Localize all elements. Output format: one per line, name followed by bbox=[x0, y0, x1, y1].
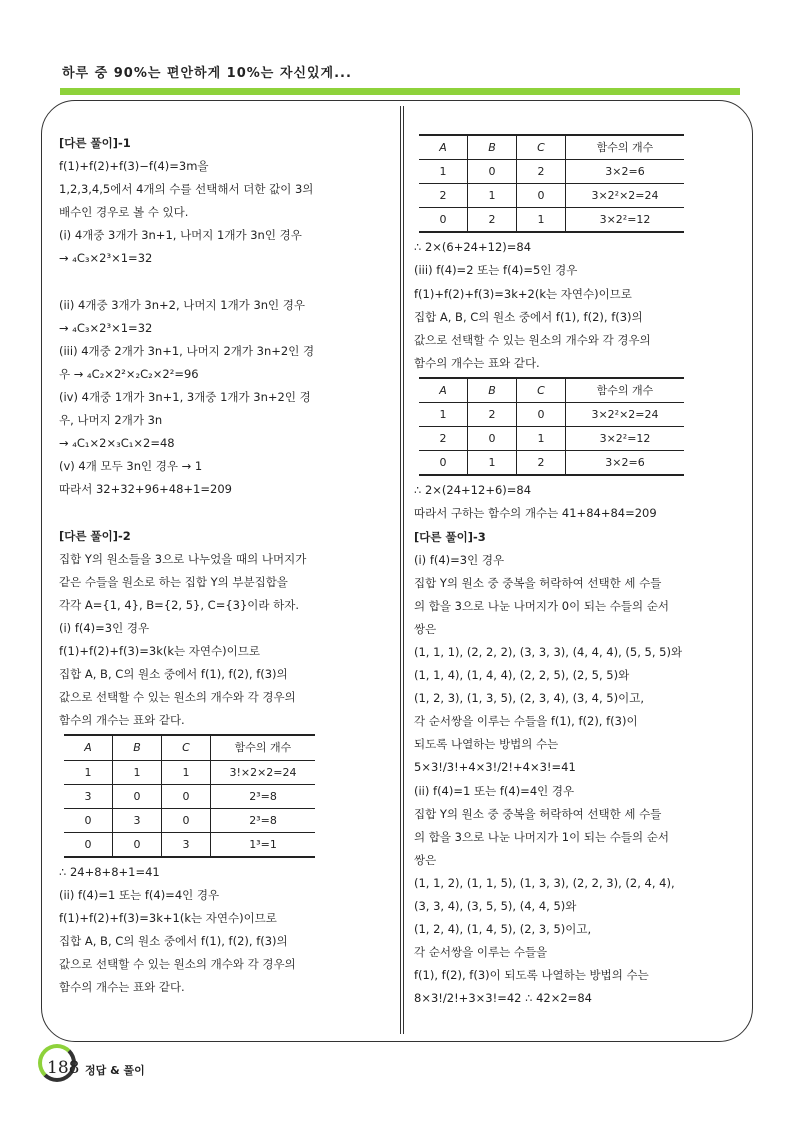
table-cell: 3 bbox=[162, 832, 211, 857]
table-cell: 0 bbox=[64, 808, 113, 832]
table-cell: 0 bbox=[468, 160, 517, 184]
table-header: B bbox=[468, 378, 517, 403]
text-line: 집합 Y의 원소들을 3으로 나누었을 때의 나머지가 bbox=[59, 551, 307, 566]
text-line: (ii) f(4)=1 또는 f(4)=4인 경우 bbox=[414, 783, 575, 798]
page-number: 188 bbox=[47, 1058, 80, 1078]
table-cell: 3×2²=12 bbox=[566, 208, 685, 233]
text-line: (ii) f(4)=1 또는 f(4)=4인 경우 bbox=[59, 888, 220, 902]
text-line: f(1)+f(2)+f(3)=3k+2(k는 자연수)이므로 bbox=[414, 286, 632, 301]
table-cell: 3 bbox=[113, 808, 162, 832]
text-line: 1,2,3,4,5에서 4개의 수를 선택해서 더한 값이 3의 bbox=[59, 182, 314, 197]
table-cell: 0 bbox=[517, 184, 566, 208]
table-case-1 bbox=[64, 734, 315, 857]
table-cell: 0 bbox=[419, 451, 468, 476]
text-line: (v) 4개 모두 3n인 경우 → 1 bbox=[59, 459, 203, 474]
table-row bbox=[64, 760, 315, 784]
table-cell: 3!×2×2=24 bbox=[211, 760, 316, 784]
text-line: (iv) 4개중 1개가 3n+1, 3개중 1개가 3n+2인 경 bbox=[59, 390, 311, 405]
text-line: 집합 Y의 원소 중 중복을 허락하여 선택한 세 수들 bbox=[414, 575, 662, 590]
text-line: 배수인 경우로 볼 수 있다. bbox=[59, 205, 189, 220]
text-line: 되도록 나열하는 방법의 수는 bbox=[414, 737, 559, 752]
left-column bbox=[59, 132, 389, 999]
solution-1-title: [다른 풀이]-1 bbox=[59, 136, 131, 150]
text-line: f(1)+f(2)+f(3)=3k+1(k는 자연수)이므로 bbox=[59, 911, 277, 926]
text-line: → ₄C₃×2³×1=32 bbox=[59, 251, 153, 266]
table-case-3 bbox=[419, 377, 684, 476]
text-line: f(1)+f(2)+f(3)−f(4)=3m을 bbox=[59, 159, 209, 174]
text-line: 우, 나머지 2개가 3n bbox=[59, 413, 163, 428]
table-row bbox=[419, 208, 684, 233]
sum-line: ∴ 24+8+8+1=41 bbox=[59, 864, 160, 879]
table-cell: 1 bbox=[113, 760, 162, 784]
table-cell: 1 bbox=[64, 760, 113, 784]
table-row bbox=[419, 184, 684, 208]
solution-2-body bbox=[59, 548, 389, 733]
table-header: C bbox=[517, 135, 566, 160]
text-line: 각 순서쌍을 이루는 수들을 bbox=[414, 945, 548, 960]
table-cell: 1³=1 bbox=[211, 832, 316, 857]
total-line: 따라서 구하는 함수의 개수는 41+84+84=209 bbox=[414, 506, 657, 521]
table-cell: 3 bbox=[64, 784, 113, 808]
table-header: C bbox=[162, 735, 211, 760]
text-line: (1, 1, 4), (1, 4, 4), (2, 2, 5), (2, 5, 5)와 bbox=[414, 668, 630, 683]
text-line: 집합 A, B, C의 원소 중에서 f(1), f(2), f(3)의 bbox=[59, 667, 288, 682]
text-line: (3, 3, 4), (3, 5, 5), (4, 4, 5)와 bbox=[414, 899, 577, 913]
text-line: 같은 수들을 원소로 하는 집합 Y의 부분집합을 bbox=[59, 574, 288, 589]
sum-line: ∴ 2×(6+24+12)=84 bbox=[414, 240, 532, 255]
formula-line: 5×3!/3!+4×3!/2!+4×3!=41 bbox=[414, 760, 576, 775]
table-row bbox=[419, 403, 684, 427]
table-header: A bbox=[419, 135, 468, 160]
table-header: B bbox=[113, 735, 162, 760]
text-line: 함수의 개수는 표와 같다. bbox=[59, 713, 185, 728]
table-header: A bbox=[419, 378, 468, 403]
table-cell: 2 bbox=[468, 208, 517, 233]
table-row bbox=[64, 832, 315, 857]
solution-3-title: [다른 풀이]-3 bbox=[414, 529, 486, 544]
solution-1-body bbox=[59, 155, 389, 501]
table-cell: 2³=8 bbox=[211, 808, 316, 832]
table-cell: 2 bbox=[468, 403, 517, 427]
text-line: 값으로 선택할 수 있는 원소의 개수와 각 경우의 bbox=[59, 690, 296, 705]
table-cell: 0 bbox=[64, 832, 113, 857]
table-cell: 0 bbox=[162, 808, 211, 832]
text-line: (1, 1, 2), (1, 1, 5), (1, 3, 3), (2, 2, 3), (2, 4, 4), bbox=[414, 875, 675, 890]
table-row bbox=[419, 451, 684, 476]
formula-line: 8×3!/2!+3×3!=42 ∴ 42×2=84 bbox=[414, 991, 592, 1006]
text-line: (1, 2, 3), (1, 3, 5), (2, 3, 4), (3, 4, 5)이고, bbox=[414, 691, 644, 706]
table-cell: 0 bbox=[162, 784, 211, 808]
text-line: f(1), f(2), f(3)이 되도록 나열하는 방법의 수는 bbox=[414, 968, 649, 983]
text-line: (i) f(4)=3인 경우 bbox=[59, 620, 150, 635]
solution-3-body bbox=[414, 549, 739, 1011]
table-header: B bbox=[468, 135, 517, 160]
footer-label: 정답 & 풀이 bbox=[85, 1064, 145, 1077]
table-cell: 1 bbox=[517, 208, 566, 233]
text-line: 함수의 개수는 표와 같다. bbox=[414, 355, 540, 370]
text-line: (ii) 4개중 3개가 3n+2, 나머지 1개가 3n인 경우 bbox=[59, 297, 306, 312]
table-header: A bbox=[64, 735, 113, 760]
text-line: (iii) 4개중 2개가 3n+1, 나머지 2개가 3n+2인 경 bbox=[59, 343, 315, 358]
running-header: 하루 중 90%는 편안하게 10%는 자신있게... bbox=[62, 66, 352, 81]
text-line: (i) f(4)=3인 경우 bbox=[414, 552, 505, 567]
table-cell: 2³=8 bbox=[211, 784, 316, 808]
table-header: C bbox=[517, 378, 566, 403]
table-cell: 0 bbox=[517, 403, 566, 427]
text-line: 쌍은 bbox=[414, 621, 437, 636]
text-line: (1, 1, 1), (2, 2, 2), (3, 3, 3), (4, 4, 4), (5, 5, 5)와 bbox=[414, 644, 683, 659]
table-cell: 0 bbox=[113, 784, 162, 808]
table-header: 함수의 개수 bbox=[566, 378, 685, 403]
text-line: 따라서 32+32+96+48+1=209 bbox=[59, 482, 232, 497]
sum-line: ∴ 2×(24+12+6)=84 bbox=[414, 483, 532, 498]
text-line: 의 합을 3으로 나눈 나머지가 1이 되는 수들의 순서 bbox=[414, 829, 669, 844]
text-line: (iii) f(4)=2 또는 f(4)=5인 경우 bbox=[414, 263, 578, 278]
text-line: (1, 2, 4), (1, 4, 5), (2, 3, 5)이고, bbox=[414, 922, 592, 937]
text-line: 값으로 선택할 수 있는 원소의 개수와 각 경우의 bbox=[59, 957, 296, 972]
table-cell: 2 bbox=[419, 427, 468, 451]
table-cell: 1 bbox=[419, 403, 468, 427]
table-cell: 1 bbox=[419, 160, 468, 184]
text-line: 집합 Y의 원소 중 중복을 허락하여 선택한 세 수들 bbox=[414, 806, 662, 821]
table-cell: 0 bbox=[468, 427, 517, 451]
text-line: 집합 A, B, C의 원소 중에서 f(1), f(2), f(3)의 bbox=[59, 934, 288, 949]
solution-2-title: [다른 풀이]-2 bbox=[59, 528, 131, 543]
text-line: f(1)+f(2)+f(3)=3k(k는 자연수)이므로 bbox=[59, 644, 260, 659]
table-row bbox=[64, 808, 315, 832]
table-cell: 3×2²×2=24 bbox=[566, 403, 685, 427]
column-divider bbox=[400, 106, 404, 1034]
table-cell: 1 bbox=[468, 184, 517, 208]
table-cell: 3×2²×2=24 bbox=[566, 184, 685, 208]
text-line: → ₄C₃×2³×1=32 bbox=[59, 320, 153, 335]
text-line: 집합 A, B, C의 원소 중에서 f(1), f(2), f(3)의 bbox=[414, 309, 643, 324]
table-cell: 3×2²=12 bbox=[566, 427, 685, 451]
text-line: 의 합을 3으로 나눈 나머지가 0이 되는 수들의 순서 bbox=[414, 598, 669, 613]
table-cell: 0 bbox=[113, 832, 162, 857]
table-case-2 bbox=[419, 134, 684, 233]
text-line: 각각 A={1, 4}, B={2, 5}, C={3}이라 하자. bbox=[59, 597, 300, 612]
text-line: 각 순서쌍을 이루는 수들을 f(1), f(2), f(3)이 bbox=[414, 714, 638, 729]
table-cell: 1 bbox=[162, 760, 211, 784]
table-cell: 2 bbox=[517, 160, 566, 184]
table-cell: 1 bbox=[517, 427, 566, 451]
table-row bbox=[419, 160, 684, 184]
table-cell: 3×2=6 bbox=[566, 451, 685, 476]
text-line: (i) 4개중 3개가 3n+1, 나머지 1개가 3n인 경우 bbox=[59, 228, 302, 243]
table-row bbox=[64, 784, 315, 808]
table-cell: 1 bbox=[468, 451, 517, 476]
right-column bbox=[414, 132, 739, 1010]
table-cell: 2 bbox=[419, 184, 468, 208]
table-header: 함수의 개수 bbox=[211, 735, 316, 760]
text-line: 우 → ₄C₂×2²×₂C₂×2²=96 bbox=[59, 366, 199, 381]
text-line: → ₄C₁×2×₃C₁×2=48 bbox=[59, 436, 175, 451]
table-cell: 0 bbox=[419, 208, 468, 233]
text-line: 값으로 선택할 수 있는 원소의 개수와 각 경우의 bbox=[414, 332, 651, 347]
text-line: 함수의 개수는 표와 같다. bbox=[59, 980, 185, 995]
text-line: 쌍은 bbox=[414, 852, 437, 867]
table-cell: 3×2=6 bbox=[566, 160, 685, 184]
table-header: 함수의 개수 bbox=[566, 135, 685, 160]
table-cell: 2 bbox=[517, 451, 566, 476]
header-bar bbox=[60, 88, 740, 95]
table-row bbox=[419, 427, 684, 451]
